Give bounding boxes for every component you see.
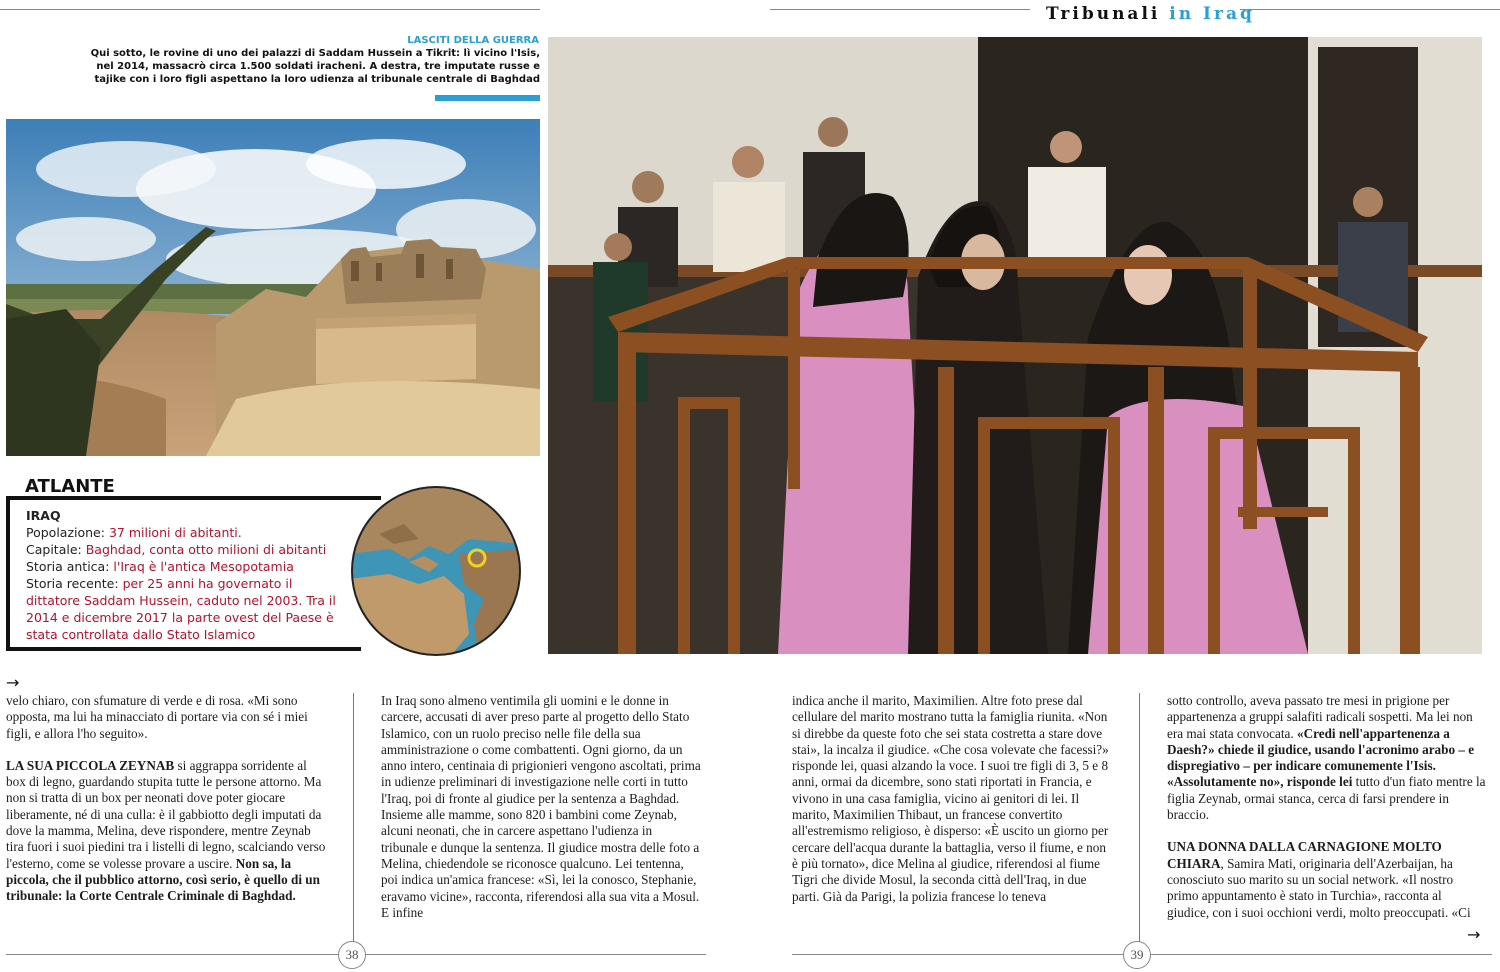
photo-courtroom bbox=[548, 37, 1482, 654]
paragraph-lead: LA SUA PICCOLA ZEYNAB bbox=[6, 757, 175, 773]
paragraph-lead: UNA DONNA DALLA CARNAGIONE MOLTO CHIARA bbox=[1167, 839, 1442, 871]
atlante-value: Baghdad, conta otto milioni di abitanti bbox=[85, 542, 327, 557]
atlante-value: l'Iraq è l'antica Mesopotamia bbox=[113, 559, 294, 574]
caption-text: Qui sotto, le rovine di uno dei palazzi di Saddam Hussein a Tikrit: lì vicino l'Isis, nel 2014, massacrò circa 1.500 soldati iracheni. A destra, tre imputate russe e tajike con i loro figli aspettano la loro udienza al tribunale centrale di Baghdad bbox=[90, 48, 540, 85]
atlante-label: Popolazione: bbox=[26, 525, 105, 540]
paragraph-bold: Non sa, la piccola, che il pubblico attorno, così serio, è quello di un tribunale: la Corte Centrale Criminale di Baghdad. bbox=[6, 855, 320, 904]
atlante-label: Storia antica: bbox=[26, 559, 110, 574]
atlante-label: Storia recente: bbox=[26, 576, 119, 591]
header-rule-right-end bbox=[1240, 9, 1500, 10]
next-page-arrow-icon: → bbox=[1467, 925, 1481, 944]
caption-kicker: LASCITI DELLA GUERRA bbox=[407, 35, 539, 46]
atlante-value: per 25 anni ha governato il dittatore Saddam Hussein, caduto nel 2003. bbox=[26, 576, 303, 608]
atlante-body bbox=[26, 507, 336, 643]
header-rule-left bbox=[0, 9, 540, 10]
atlante-country: IRAQ bbox=[26, 508, 61, 523]
atlante-row-population bbox=[26, 524, 336, 541]
paragraph-text: , Samira Mati, originaria dell'Azerbaijan, ha conosciuto suo marito su un social network. «Il nostro primo appuntamento è stato in Turchia», racconta al giudice, con i suoi occhioni verdi, molto preoccupati. «Ci bbox=[1167, 855, 1471, 920]
continue-arrow-icon: → bbox=[6, 673, 20, 692]
atlante-value: 37 milioni di abitanti. bbox=[108, 525, 242, 540]
section-title-main: Tribunali bbox=[1046, 4, 1161, 24]
paragraph: velo chiaro, con sfumature di verde e di rosa. «Mi sono opposta, ma lui ha minacciato di portare via con sé i miei figli, e allora l'ho seguito». bbox=[6, 693, 308, 741]
paragraph-text: tutto d'un fiato mentre la figlia Zeynab, ormai stanca, cerca di farsi prendere in braccio. bbox=[1167, 774, 1486, 823]
atlante-row-capital bbox=[26, 541, 336, 558]
column-divider bbox=[353, 693, 354, 943]
atlante-row-ancient-history bbox=[26, 558, 336, 575]
atlante-title: ATLANTE bbox=[25, 476, 115, 497]
text-column-4 bbox=[1167, 693, 1487, 921]
paragraph bbox=[6, 758, 326, 905]
paragraph: In Iraq sono almeno ventimila gli uomini e le donne in carcere, accusati di aver preso parte al progetto dello Stato Islamico, con un ruolo preciso nelle file della sua amministrazione o come combattenti. Ogni giorno, da un anno intero, centinaia di prigionieri vengono ascoltati, prima in udienze preliminari di investigazione nelle corti in tutto l'Iraq, poi di fronte al giudice per la sentenza a Baghdad. Insieme alle mamme, sono 820 i bambini come Zeynab, alcuni neonati, che in carcere aspettano l'udienza in tribunale e dunque la sentenza. Il giudice mostra delle foto a Melina, chiedendole se riconosce qualcuno. Lei tentenna, poi indica un'amica francese: «Sì, lei la conosco, Stephanie, eravamo vicine», racconta, riferendosi alla sua vita a Mosul. E infine bbox=[381, 693, 701, 920]
atlante-label: Capitale: bbox=[26, 542, 82, 557]
column-divider bbox=[1139, 693, 1140, 943]
paragraph-text: si aggrappa sorridente al box di legno, guardando stupita tutte le persone attorno. Ma non si tratta di un box per neonati dove poter giocare liberamente, né di una culla: è il gabbiotto degli imputati da dove la mamma, Melina, deve rispondere, mentre Zeynab tira fuori i suoi piedini tra i listelli di legno, scalciando verso l'esterno, come se volesse provare a uscire. bbox=[6, 757, 326, 871]
paragraph-bold: «Credi nell'appartenenza a Daesh?» chiede il giudice, usando l'acronimo arabo – e dispregiativo – per indicare comunemente l'Isis. «Assolutamente no», risponde lei bbox=[1167, 725, 1475, 790]
paragraph bbox=[1167, 693, 1487, 823]
atlante-row-recent-history bbox=[26, 575, 336, 643]
atlante-value-extra: Tra il 2014 e dicembre 2017 la parte ovest del Paese è stata controllata dallo Stato Islamico bbox=[26, 593, 336, 642]
section-title-accent: in Iraq bbox=[1169, 4, 1255, 24]
paragraph-text: sotto controllo, aveva passato tre mesi in prigione per appartenenza a gruppi salafiti radicali sospetti. Ma lei non era mai stata convocata. bbox=[1167, 693, 1473, 741]
header-rule-right bbox=[770, 9, 1030, 10]
photo-palace-ruins bbox=[6, 119, 540, 456]
text-column-1 bbox=[6, 693, 326, 905]
text-column-2 bbox=[381, 693, 701, 921]
section-title bbox=[1046, 4, 1255, 24]
page-number-left: 38 bbox=[338, 941, 366, 969]
page-number-right: 39 bbox=[1123, 941, 1151, 969]
caption-accent-bar bbox=[435, 95, 540, 101]
paragraph bbox=[1167, 839, 1487, 920]
text-column-3 bbox=[792, 693, 1112, 905]
globe-map-icon bbox=[349, 484, 523, 658]
paragraph: indica anche il marito, Maximilien. Altre foto prese dal cellulare del marito mostrano tutta la famiglia riunita. «Non si direbbe da queste foto che sei stata costretta a stare dove stai», la incalza il giudice. «Che cosa volevate che facessi?» risponde lei, quasi alzando la voce. I suoi tre figli di 3, 5 e 8 anni, ormai da dicembre, sono stati riportati in Francia, e vivono in una casa famiglia, vicino ai genitori di lei. Il marito, Maximilien Thibaut, un francese convertito all'estremismo religioso, è disperso: «È uscito un giorno per cercare dell'acqua durante la battaglia, verso il fiume, e non è più tornato», dice Melina al giudice, riferendosi al fiume Tigri che divide Mosul, la seconda città dell'Iraq, in due parti. Già da Parigi, la polizia francese lo teneva bbox=[792, 693, 1109, 904]
